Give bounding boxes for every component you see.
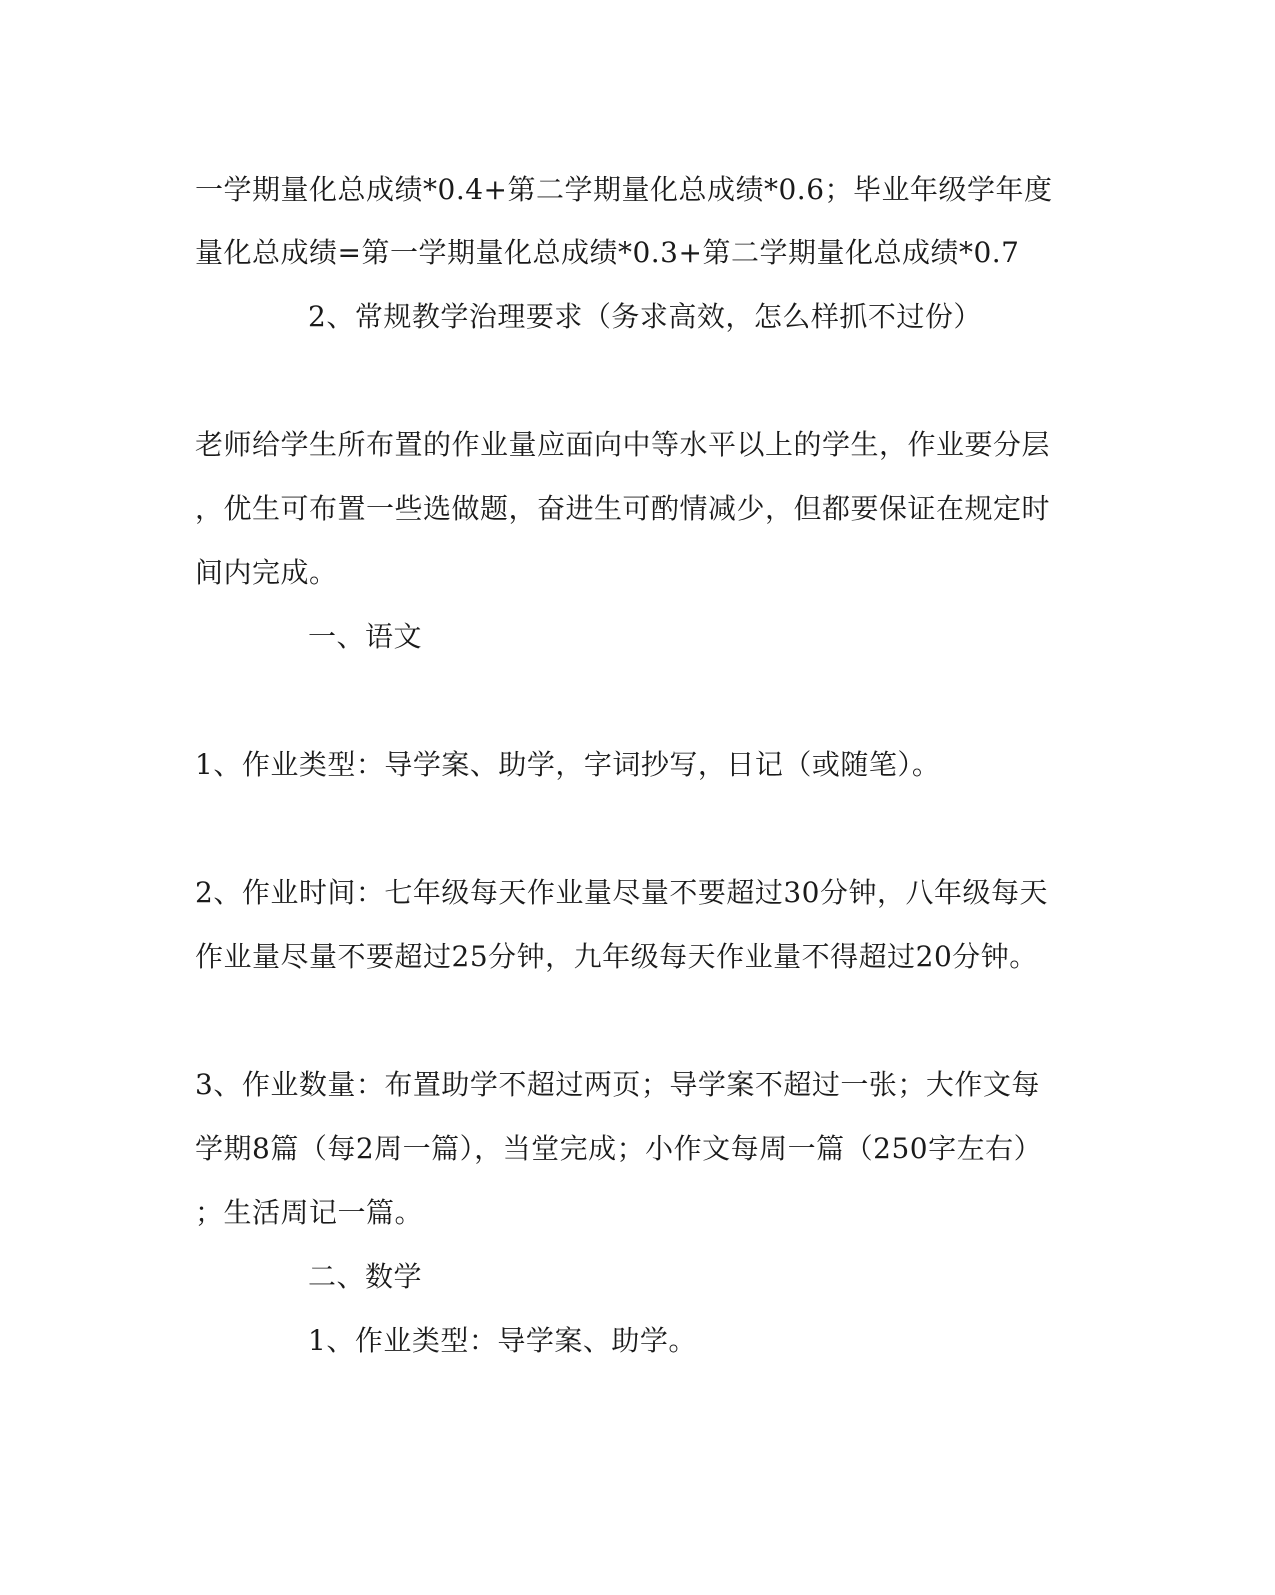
- text-line: 量化总成绩=第一学期量化总成绩*0.3+第二学期量化总成绩*0.7: [195, 236, 1020, 269]
- section-heading: 一、语文: [308, 620, 423, 653]
- text-line: 老师给学生所布置的作业量应面向中等水平以上的学生，作业要分层: [195, 428, 1051, 461]
- list-item: 1、作业类型：导学案、助学，字词抄写，日记（或随笔）。: [195, 748, 941, 781]
- list-item: 3、作业数量：布置助学不超过两页；导学案不超过一张；大作文每: [195, 1068, 1040, 1101]
- text-line: ，优生可布置一些选做题，奋进生可酌情减少，但都要保证在规定时: [195, 492, 1051, 525]
- list-item: 1、作业类型：导学案、助学。: [308, 1324, 697, 1357]
- section-heading: 二、数学: [308, 1260, 423, 1293]
- text-line: ；生活周记一篇。: [195, 1196, 424, 1229]
- text-line: 间内完成。: [195, 556, 338, 589]
- section-heading: 2、常规教学治理要求（务求高效，怎么样抓不过份）: [308, 300, 982, 333]
- list-item: 2、作业时间：七年级每天作业量尽量不要超过30分钟，八年级每天: [195, 876, 1048, 909]
- text-line: 作业量尽量不要超过25分钟，九年级每天作业量不得超过20分钟。: [195, 940, 1038, 973]
- text-line: 一学期量化总成绩*0.4+第二学期量化总成绩*0.6；毕业年级学年度: [195, 173, 1053, 206]
- text-line: 学期8篇（每2周一篇），当堂完成；小作文每周一篇（250字左右）: [195, 1132, 1043, 1165]
